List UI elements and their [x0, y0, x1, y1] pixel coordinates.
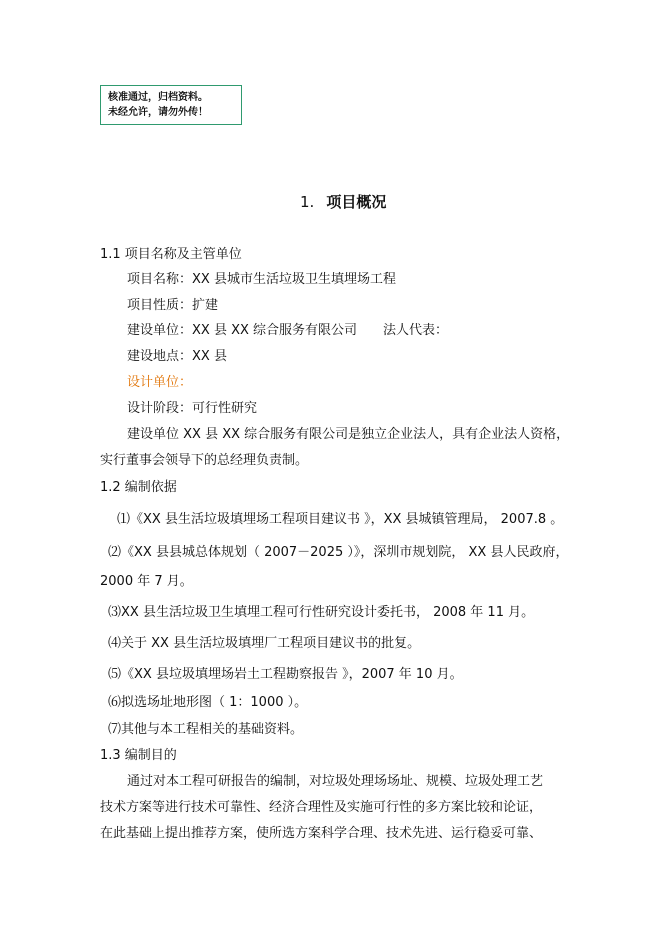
stamp-line-1: 核准通过，归档资料。: [108, 92, 208, 103]
section-title-text: 项目概况: [326, 193, 387, 211]
design-stage: 设计阶段：可行性研究: [127, 401, 258, 416]
section-number: 1.: [300, 193, 315, 211]
purpose-line-3: 在此基础上提出推荐方案，使所选方案科学合理、技术先进、运行稳妥可靠、: [100, 826, 543, 841]
build-location: 建设地点：XX 县: [127, 349, 227, 364]
builder-description-line-1: 建设单位 XX 县 XX 综合服务有限公司是独立企业法人，具有企业法人资格，: [127, 427, 570, 442]
basis-item-2-line-1: ⑵《XX 县县城总体规划（ 2007－2025 ）》，深圳市规划院， XX 县人民政府，: [108, 545, 569, 560]
approval-stamp: [100, 85, 242, 125]
basis-item-7: ⑺其他与本工程相关的基础资料。: [108, 722, 304, 737]
builder-description-line-2: 实行董事会领导下的总经理负责制。: [100, 453, 309, 468]
purpose-line-1: 通过对本工程可研报告的编制，对垃圾处理场场址、规模、垃圾处理工艺: [127, 774, 544, 789]
project-nature: 项目性质：扩建: [127, 298, 219, 313]
section-title: [300, 194, 386, 210]
basis-item-4: ⑷关于 XX 县生活垃圾填埋厂工程项目建议书的批复。: [108, 636, 421, 651]
basis-item-1: ⑴《XX 县生活垃圾填埋场工程项目建议书 》，XX 县城镇管理局， 2007.8 。: [117, 512, 564, 527]
basis-item-6: ⑹拟选场址地形图（ 1：1000 ）。: [108, 695, 308, 710]
stamp-line-2: 未经允许，请勿外传！: [108, 107, 208, 118]
basis-item-2-line-2: 2000 年 7 月。: [100, 574, 193, 589]
heading-1-3: 1.3 编制目的: [100, 748, 177, 763]
heading-1-1: 1.1 项目名称及主管单位: [100, 247, 242, 262]
heading-1-2: 1.2 编制依据: [100, 480, 177, 495]
design-unit: 设计单位：: [127, 375, 193, 390]
builder-unit: 建设单位：XX 县 XX 综合服务有限公司 法人代表：: [127, 323, 449, 338]
basis-item-5: ⑸《XX 县垃圾填埋场岩土工程勘察报告 》，2007 年 10 月。: [108, 667, 463, 682]
project-name: 项目名称：XX 县城市生活垃圾卫生填埋场工程: [127, 272, 396, 287]
basis-item-3: ⑶XX 县生活垃圾卫生填埋工程可行性研究设计委托书， 2008 年 11 月。: [108, 605, 535, 620]
purpose-line-2: 技术方案等进行技术可靠性、经济合理性及实施可行性的多方案比较和论证，: [100, 800, 543, 815]
